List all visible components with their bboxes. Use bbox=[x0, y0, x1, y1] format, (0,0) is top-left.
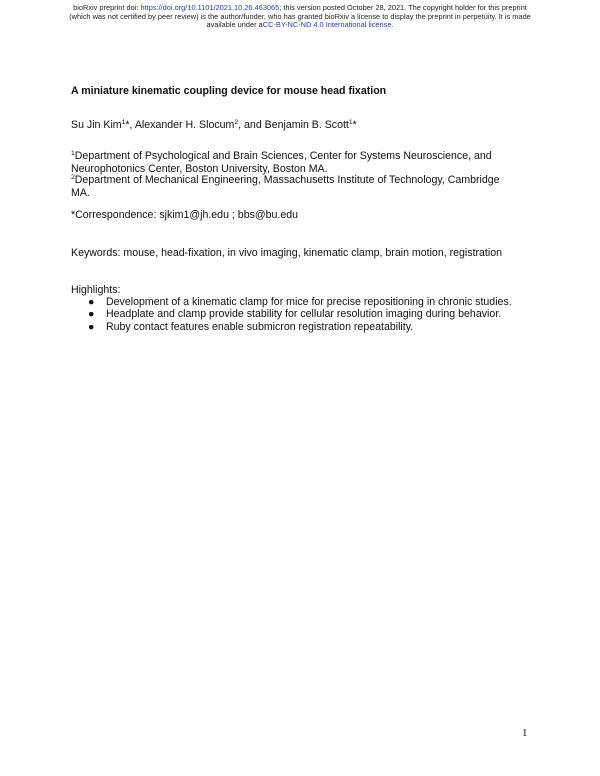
author-separator: , and bbox=[238, 119, 265, 131]
keywords: Keywords: mouse, head-fixation, in vivo imaging, kinematic clamp, brain motion, registration bbox=[71, 247, 503, 259]
paper-title: A miniature kinematic coupling device for mouse head fixation bbox=[71, 85, 387, 97]
header-line-3 bbox=[0, 21, 600, 30]
author-list bbox=[71, 119, 541, 132]
header-text: . bbox=[391, 20, 394, 30]
header-text: ; this version posted October 28, 2021. The copyright holder for this preprint bbox=[279, 3, 527, 12]
highlight-item bbox=[71, 321, 541, 333]
highlights-heading: Highlights: bbox=[71, 284, 121, 296]
affiliation-line bbox=[71, 174, 541, 187]
author-name: Su Jin Kim bbox=[71, 119, 122, 131]
author-name: Alexander H. Slocum bbox=[134, 119, 235, 131]
header-text: bioRxiv preprint doi: bbox=[73, 3, 141, 12]
page-number: 1 bbox=[522, 727, 528, 739]
license-link[interactable]: CC-BY-NC-ND 4.0 International license bbox=[262, 20, 392, 30]
affiliation-line: MA. bbox=[71, 187, 90, 199]
header-text: available under a bbox=[206, 20, 263, 30]
highlights-list bbox=[71, 296, 541, 333]
corresponding-mark: * bbox=[125, 119, 130, 131]
highlight-item bbox=[71, 296, 541, 308]
correspondence: *Correspondence: sjkim1@jh.edu ; bbs@bu.edu bbox=[71, 209, 299, 221]
affiliation-line: Neurophotonics Center, Boston University, Boston MA. bbox=[71, 163, 328, 175]
author-affiliation-mark: 1 bbox=[348, 119, 353, 126]
highlight-text: Development of a kinematic clamp for mice for precise repositioning in chronic studies. bbox=[106, 296, 512, 308]
affiliation-1 bbox=[71, 150, 541, 176]
highlight-item bbox=[71, 308, 541, 320]
preprint-header bbox=[0, 4, 600, 30]
corresponding-mark: * bbox=[352, 119, 357, 131]
author-separator: , bbox=[129, 119, 135, 131]
author-affiliation-mark: 2 bbox=[234, 119, 239, 126]
affiliation-2 bbox=[71, 174, 541, 200]
affiliation-text: Department of Psychological and Brain Sciences, Center for Systems Neuroscience, and bbox=[74, 150, 492, 162]
doi-link[interactable]: https://doi.org/10.1101/2021.10.26.463065 bbox=[140, 3, 280, 12]
bullet-icon: ● bbox=[88, 308, 95, 321]
header-line-2: (which was not certified by peer review) is the author/funder, who has granted bioRxiv a license to display the preprint in perpetuity. It is made bbox=[69, 11, 531, 21]
bullet-icon: ● bbox=[88, 296, 95, 308]
affiliation-text: Department of Mechanical Engineering, Massachusetts Institute of Technology, Cambridge bbox=[74, 174, 500, 186]
bullet-icon: ● bbox=[88, 320, 95, 333]
highlight-text: Ruby contact features enable submicron registration repeatability. bbox=[106, 320, 414, 333]
affiliation-mark: 1 bbox=[71, 150, 75, 157]
affiliation-line bbox=[71, 150, 541, 163]
affiliation-mark: 2 bbox=[71, 174, 75, 181]
author-name: Benjamin B. Scott bbox=[264, 119, 349, 131]
highlight-text: Headplate and clamp provide stability for cellular resolution imaging during behavior. bbox=[106, 308, 502, 321]
author-affiliation-mark: 1 bbox=[121, 119, 126, 126]
